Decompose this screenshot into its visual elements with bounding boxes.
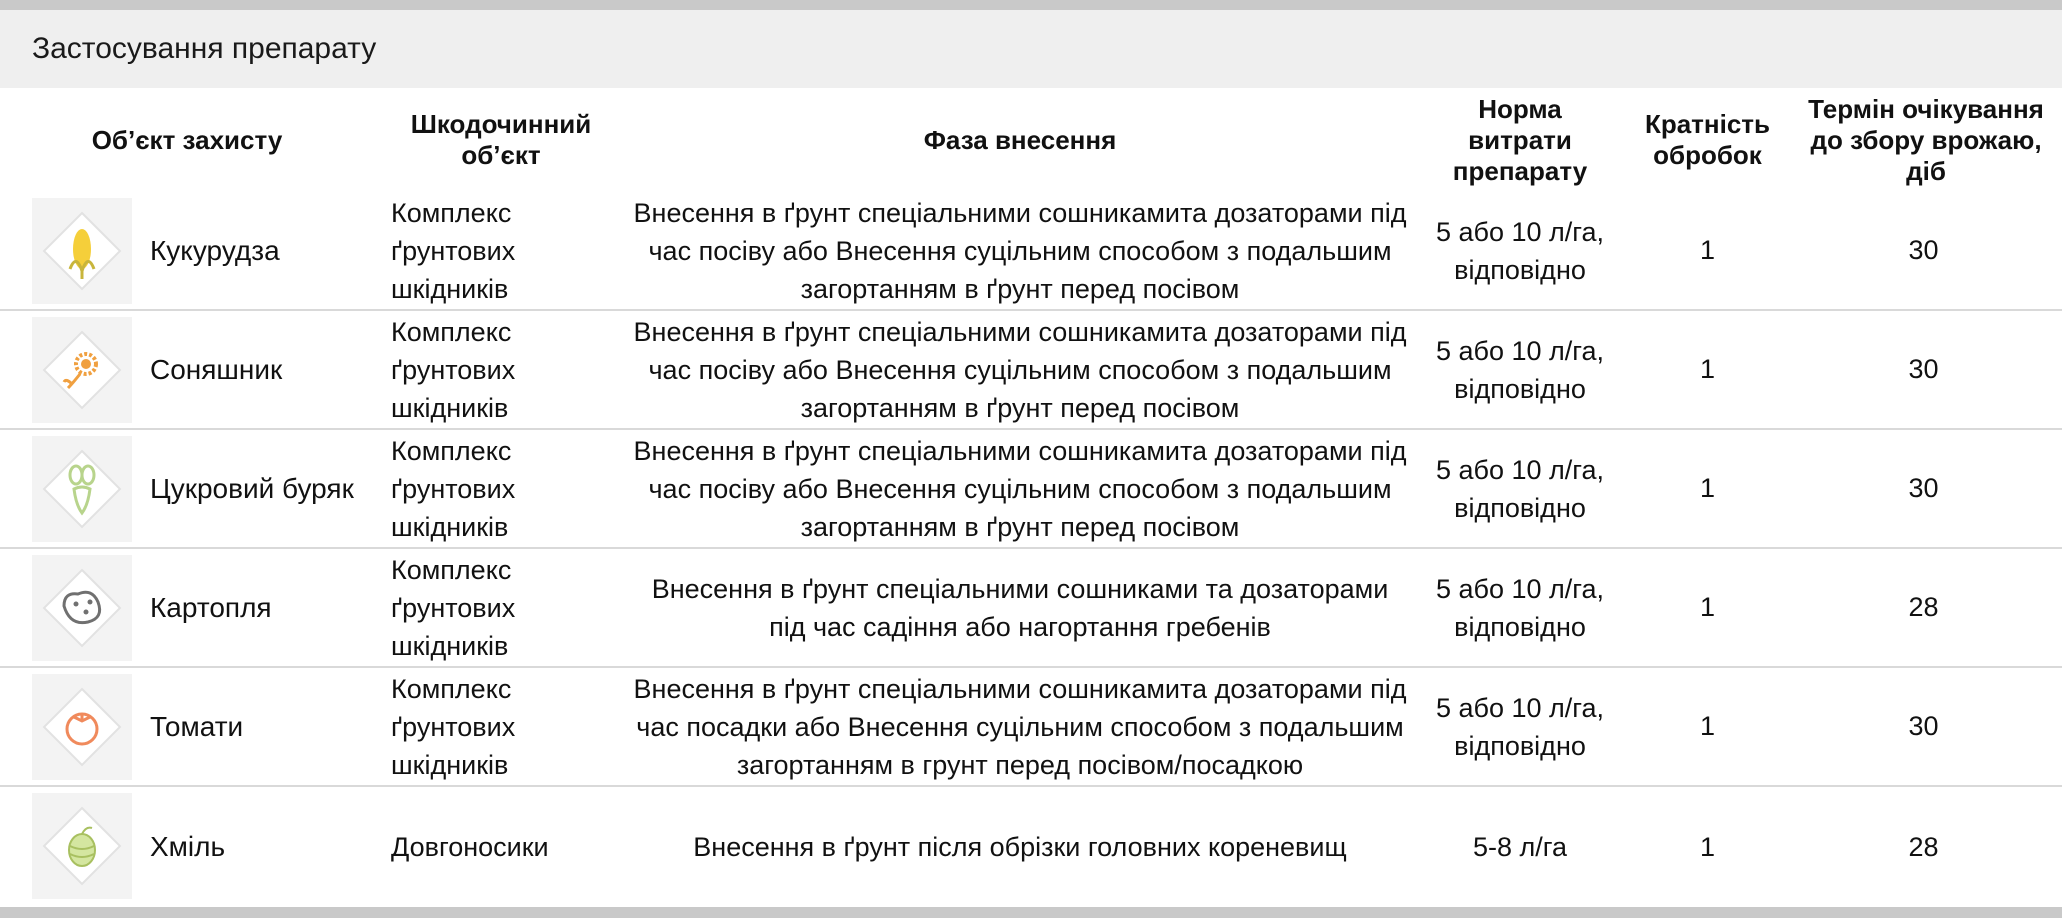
consumption-rate: 5-8 л/га — [1472, 832, 1568, 862]
application-phase: Внесення в ґрунт спеціальними сошникамита дозаторами під час посадки або Внесення суцільним способом з подальшим загортанням в грунт перед посівом/посадкою — [633, 673, 1407, 780]
pest-name: Довгоносики — [391, 832, 549, 862]
table-row — [0, 311, 2062, 430]
treatment-multiplicity: 1 — [1699, 831, 1716, 862]
application-phase: Внесення в ґрунт спеціальними сошниками та дозаторами під час садіння або нагортання гребенів — [651, 573, 1389, 642]
sugar-beet-icon — [32, 436, 132, 542]
waiting-period: 30 — [1908, 711, 1939, 741]
corn-icon — [32, 198, 132, 304]
waiting-period: 30 — [1908, 473, 1939, 503]
section-title: Застосування препарату — [32, 32, 377, 65]
application-phase: Внесення в ґрунт спеціальними сошникамита дозаторами під час посіву або Внесення суцільним способом з подальшим загортанням в ґрунт перед посівом — [633, 316, 1407, 423]
application-phase: Внесення в ґрунт спеціальними сошникамита дозаторами під час посіву або Внесення суцільним способом з подальшим загортанням в ґрунт перед посівом — [633, 435, 1407, 542]
pest-name: Комплекс ґрунтових шкідників — [391, 673, 516, 780]
table-row — [0, 192, 2062, 311]
waiting-period: 28 — [1908, 831, 1939, 862]
pest-name: Комплекс ґрунтових шкідників — [391, 435, 516, 542]
potato-icon — [32, 555, 132, 661]
col-header-phase: Фаза внесення — [923, 124, 1117, 155]
table-header — [0, 88, 2062, 192]
col-header-multiplicity: Кратність обробок — [1644, 109, 1771, 170]
consumption-rate: 5 або 10 л/га, відповідно — [1435, 216, 1605, 285]
bottom-border — [0, 907, 2062, 918]
pest-name: Комплекс ґрунтових шкідників — [391, 554, 516, 661]
waiting-period: 30 — [1908, 235, 1939, 265]
table-row — [0, 430, 2062, 549]
crop-name: Томати — [150, 710, 244, 742]
waiting-period: 30 — [1908, 354, 1939, 384]
pest-name: Комплекс ґрунтових шкідників — [391, 316, 516, 423]
consumption-rate: 5 або 10 л/га, відповідно — [1435, 692, 1605, 761]
col-header-rate: Норма витрати препарату — [1452, 93, 1588, 186]
table-row — [0, 549, 2062, 668]
pest-name: Комплекс ґрунтових шкідників — [391, 197, 516, 304]
table-row — [0, 668, 2062, 787]
treatment-multiplicity: 1 — [1699, 473, 1716, 503]
top-border — [0, 0, 2062, 10]
consumption-rate: 5 або 10 л/га, відповідно — [1435, 335, 1605, 404]
col-header-waiting: Термін очікування до збору врожаю, діб — [1808, 93, 2044, 186]
sunflower-icon — [32, 317, 132, 423]
application-phase: Внесення в ґрунт після обрізки головних кореневищ — [693, 832, 1347, 862]
crop-name: Хміль — [150, 831, 226, 862]
treatment-multiplicity: 1 — [1699, 235, 1716, 265]
treatment-multiplicity: 1 — [1699, 711, 1716, 741]
crop-name: Соняшник — [150, 353, 283, 385]
section-header[interactable] — [0, 10, 2062, 88]
tomato-icon — [32, 674, 132, 780]
col-header-pest: Шкодочинний об’єкт — [410, 109, 592, 170]
treatment-multiplicity: 1 — [1699, 592, 1716, 622]
treatment-multiplicity: 1 — [1699, 354, 1716, 384]
consumption-rate: 5 або 10 л/га, відповідно — [1435, 454, 1605, 523]
crop-name: Кукурудза — [150, 234, 280, 266]
crop-name: Картопля — [150, 591, 272, 623]
crop-name: Цукровий буряк — [150, 472, 354, 504]
waiting-period: 28 — [1908, 592, 1939, 622]
application-phase: Внесення в ґрунт спеціальними сошникамита дозаторами під час посіву або Внесення суцільним способом з подальшим загортанням в ґрунт перед посівом — [633, 197, 1407, 304]
table-row — [0, 787, 2062, 907]
hop-icon — [32, 793, 132, 899]
consumption-rate: 5 або 10 л/га, відповідно — [1435, 573, 1605, 642]
col-header-object: Об’єкт захисту — [91, 124, 283, 155]
